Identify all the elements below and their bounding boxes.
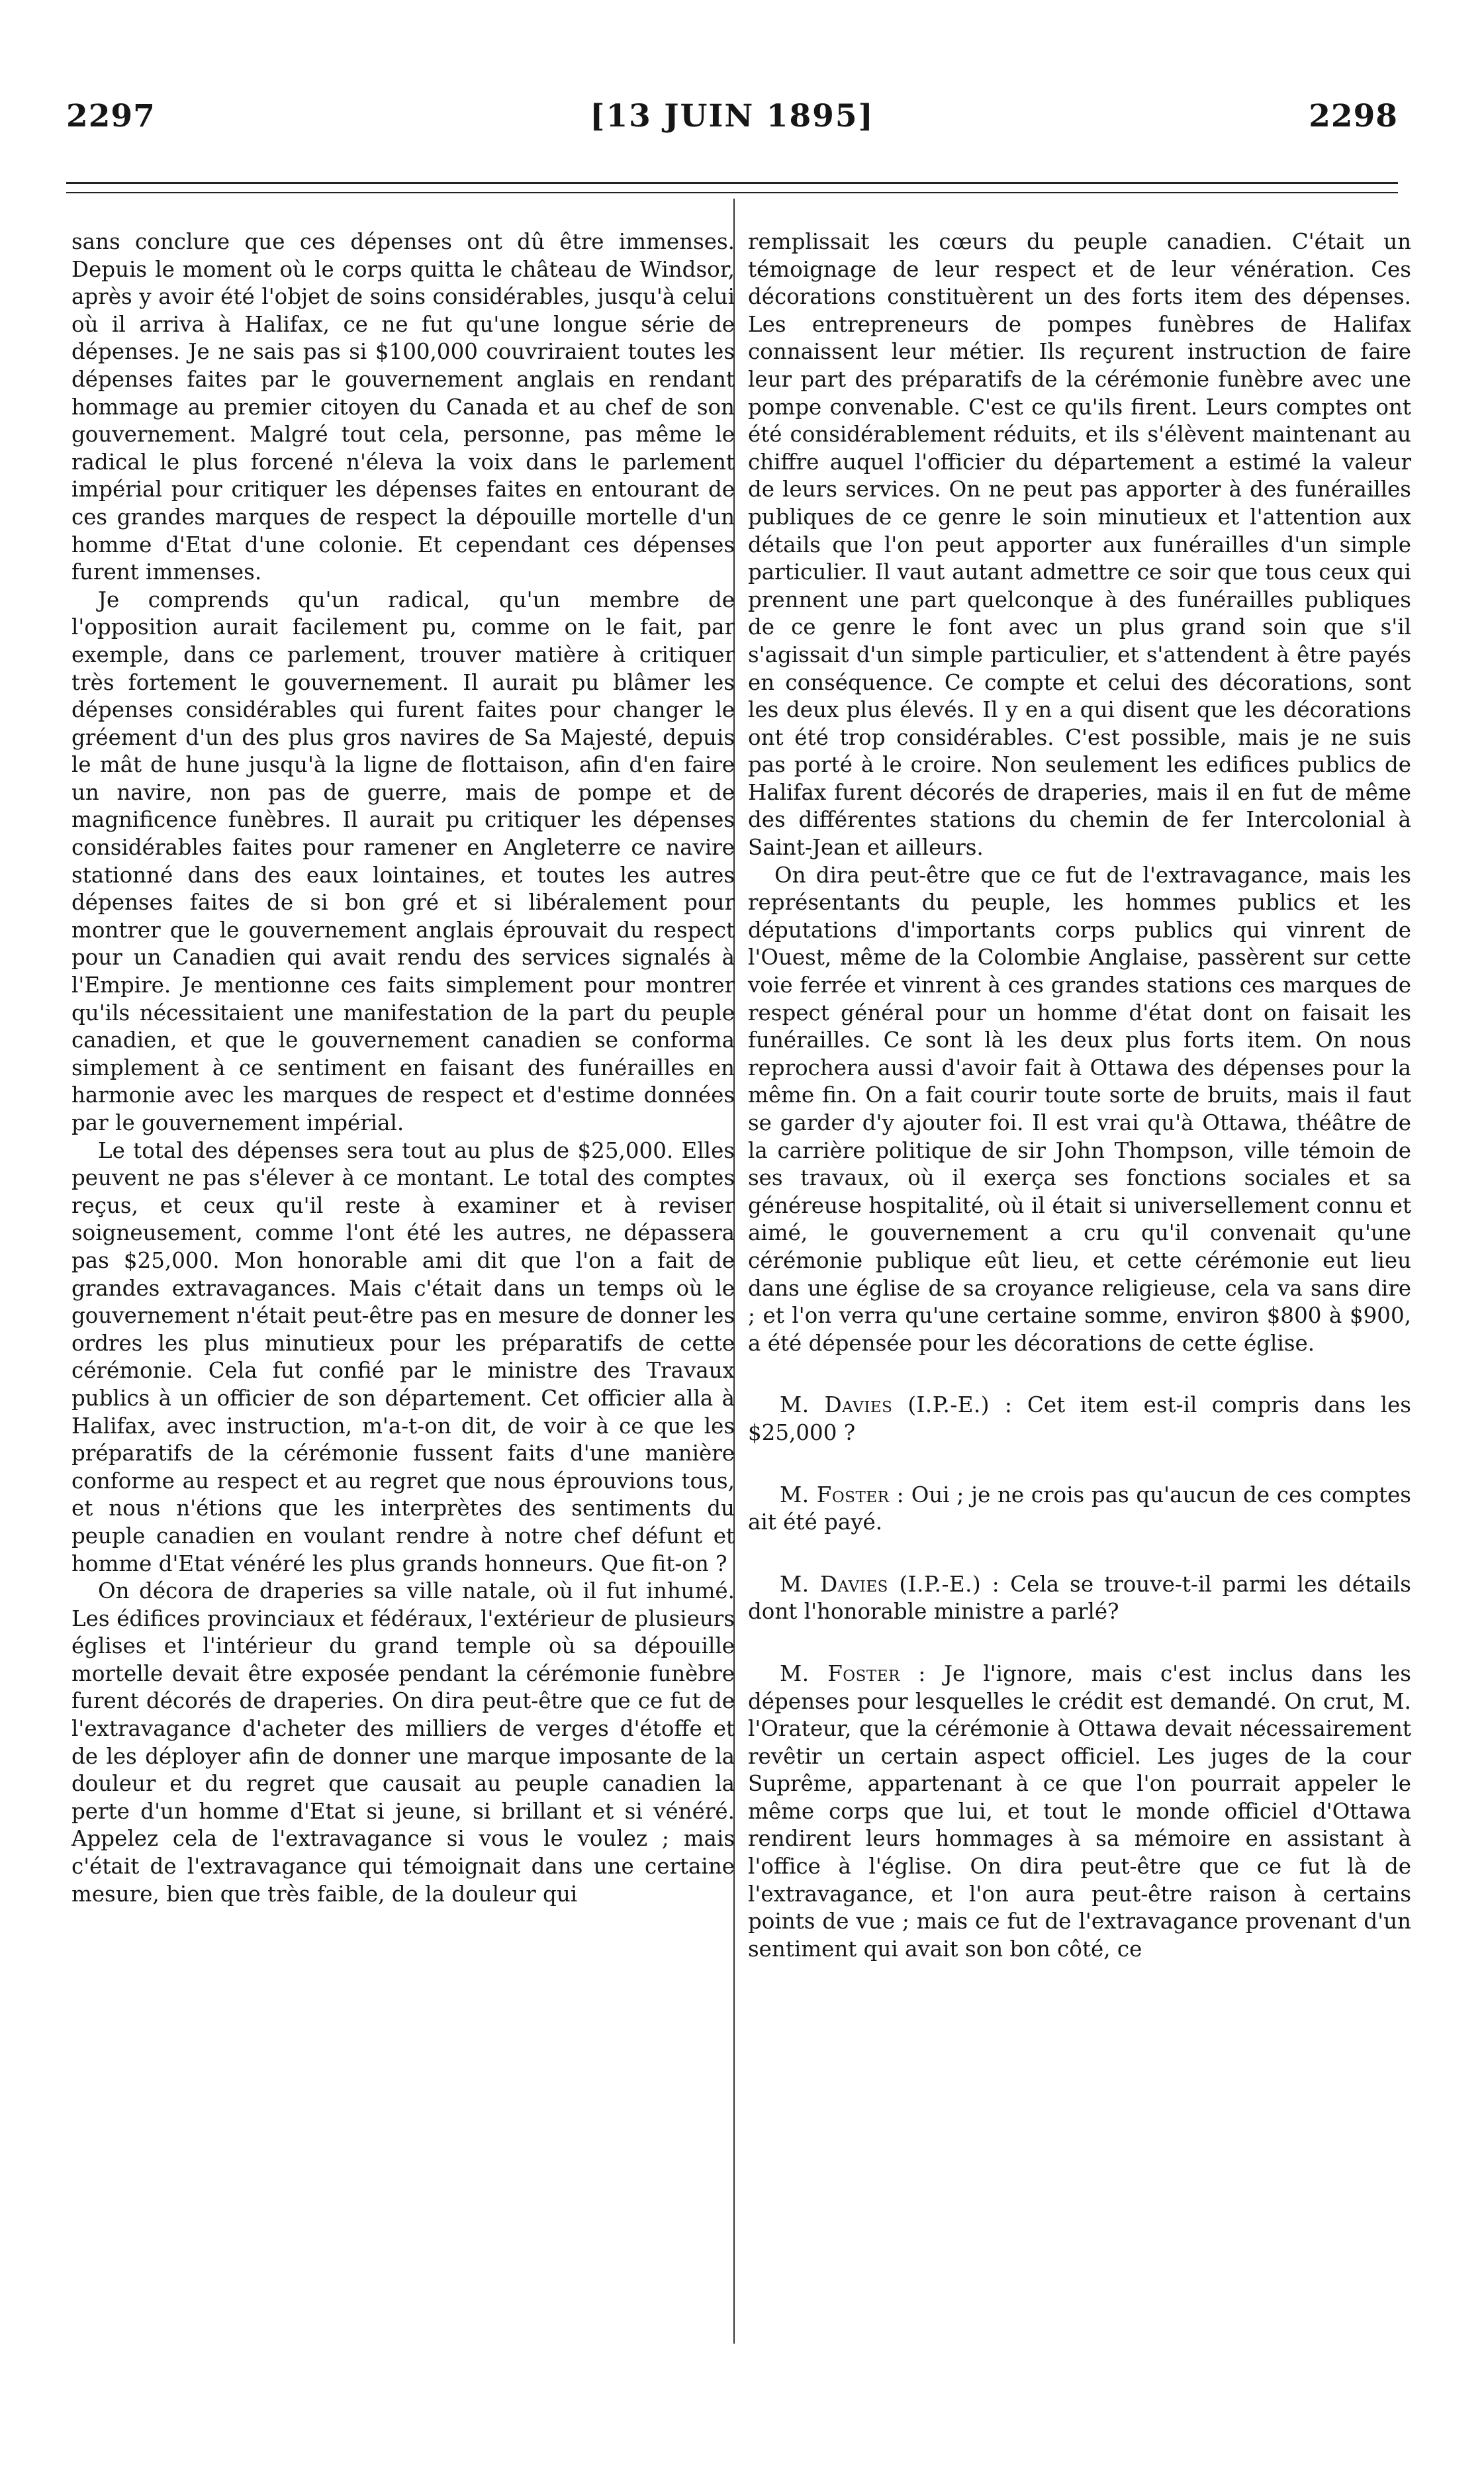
speech-text: Je l'ignore, mais c'est inclus dans les dépenses pour lesquelles le crédit est demandé. On crut, M. l'Orateur, que la cérémonie à Ottawa devait nécessairement revêtir un certain aspect officiel. Les juges de la cour Suprême, appartenant à ce que l'on pourrait appeler le même corps que lui, et tout le monde officiel d'Ottawa rendirent leurs hommages à sa mémoire en assistant à l'office à l'église. On dira peut-être que ce fut là de l'extravagance, et l'on aura peut-être raison à certains points de vue ; mais ce fut de l'extravagance provenant d'un sentiment qui avait son bon côté, ce bbox=[748, 1660, 1411, 1962]
speech-text: Cela se trouve-t-il parmi les détails dont l'honorable ministre a parlé? bbox=[748, 1571, 1411, 1625]
right-column bbox=[748, 228, 1411, 1963]
speech-text: Oui ; je ne crois pas qu'aucun de ces comptes ait été payé. bbox=[748, 1482, 1411, 1535]
speaker-name: M. Davies (I.P.-E.) : bbox=[780, 1392, 1013, 1418]
page-date: [13 JUIN 1895] bbox=[590, 98, 874, 134]
paragraph: Le total des dépenses sera tout au plus de $25,000. Elles peuvent ne pas s'élever à ce montant. Le total des comptes reçus, et ceux qu'il reste à examiner et à reviser soigneusement, comme l'ont été les autres, ne dépassera pas $25,000. Mon honorable ami dit que l'on a fait de grandes extravagances. Mais c'était dans un temps où le gouvernement n'était peut-être pas en mesure de donner les ordres les plus minutieux pour les préparatifs de cette cérémonie. Cela fut confié par le ministre des Travaux publics à un officier de son département. Cet officier alla à Halifax, avec instruction, m'a-t-on dit, de voir à ce que les préparatifs de la cérémonie fussent faits d'une manière conforme au respect et au regret que nous éprouvions tous, et nous n'étions que les interprètes des sentiments du peuple canadien en voulant rendre à notre chef défunt et homme d'Etat vénéré les plus grands honneurs. Que fit-on ? bbox=[71, 1137, 735, 1576]
page-header bbox=[66, 98, 1398, 144]
paragraph: remplissait les cœurs du peuple canadien. C'était un témoignage de leur respect et de leur vénération. Ces décorations constituèrent un des forts item des dépenses. Les entrepreneurs de pompes funèbres de Halifax connaissent leur métier. Ils reçurent instruction de faire leur part des préparatifs de la cérémonie funèbre avec une pompe convenable. C'est ce qu'ils firent. Leurs comptes ont été considérablement réduits, et ils s'élèvent maintenant au chiffre auquel l'officier du département a estimé la valeur de leurs services. On ne peut pas apporter à des funérailles publiques de ce genre le soin minutieux et l'attention aux détails que l'on peut apporter aux funérailles d'un simple particulier. Il vaut autant admettre ce soir que tous ceux qui prennent une part quelconque à des funérailles publiques de ce genre le font avec un plus grand soin que s'il s'agissait d'un simple particulier, et s'attendent à être payés en conséquence. Ce compte et celui des décorations, sont les deux plus élevés. Il y en a qui disent que les décorations ont été trop considérables. C'est possible, mais je ne suis pas porté à le croire. Non seulement les edifices publics de Halifax furent décorés de draperies, mais il en fut de même des différentes stations du chemin de fer Intercolonial à Saint-Jean et ailleurs. bbox=[748, 229, 1411, 861]
page-number-left: 2297 bbox=[66, 98, 156, 134]
speech-foster bbox=[748, 1482, 1411, 1537]
speech-text: Cet item est-il compris dans les $25,000 ? bbox=[748, 1392, 1411, 1445]
speaker-name: M. Davies (I.P.-E.) : bbox=[780, 1571, 1000, 1597]
paragraph: On décora de draperies sa ville natale, où il fut inhumé. Les édifices provinciaux et fédéraux, l'extérieur de plusieurs églises et l'intérieur du grand temple où sa dépouille mortelle devait être exposée pendant la cérémonie funèbre furent décorés de draperies. On dira peut-être que ce fut de l'extravagance d'acheter des milliers de verges d'étoffe et de les déployer afin de donner une marque imposante de la douleur et du regret que causait au peuple canadien la perte d'un homme d'Etat si jeune, si brillant et si vénéré. Appelez cela de l'extravagance si vous le voulez ; mais c'était de l'extravagance qui témoignait dans une certaine mesure, bien que très faible, de la douleur qui bbox=[71, 1578, 735, 1907]
paragraph: Je comprends qu'un radical, qu'un membre de l'opposition aurait facilement pu, comme on le fait, par exemple, dans ce parlement, trouver matière à critiquer très fortement le gouvernement. Il aurait pu blâmer les dépenses considérables qui furent faites pour changer le gréement d'un des plus gros navires de Sa Majesté, depuis le mât de hune jusqu'à la ligne de flottaison, afin d'en faire un navire, non pas de guerre, mais de pompe et de magnificence funèbres. Il aurait pu critiquer les dépenses considérables faites pour ramener en Angleterre ce navire stationné dans des eaux lointaines, et toutes les autres dépenses faites de si bon gré et si libéralement pour montrer que le gouvernement anglais éprouvait du respect pour un Canadien qui avait rendu des services signalés à l'Empire. Je mentionne ces faits simplement pour montrer qu'ils nécessitaient une manifestation de la part du peuple canadien, et que le gouvernement canadien se conforma simplement à ce sentiment en faisant des funérailles en harmonie avec les marques de respect et d'estime données par le gouvernement impérial. bbox=[71, 587, 735, 1135]
page-number-right: 2298 bbox=[1309, 98, 1398, 134]
speaker-name: M. Foster : bbox=[780, 1482, 905, 1507]
header-rule-top bbox=[66, 182, 1398, 184]
speaker-name: M. Foster : bbox=[780, 1660, 926, 1686]
speech-davies bbox=[748, 1392, 1411, 1447]
left-column bbox=[71, 228, 735, 1908]
paragraph: On dira peut-être que ce fut de l'extravagance, mais les représentants du peuple, les hommes publics et les députations d'importants corps publics qui vinrent de l'Ouest, même de la Colombie Anglaise, passèrent sur cette voie ferrée et vinrent à ces grandes stations ces marques de respect général pour un homme d'état dont on faisait les funérailles. Ce sont là les deux plus forts item. On nous reprochera aussi d'avoir fait à Ottawa des dépenses pour la même fin. On a fait courir toute sorte de bruits, mais il faut se garder d'y ajouter foi. Il est vrai qu'à Ottawa, théâtre de la carrière politique de sir John Thompson, ville témoin de ses travaux, où il exerça ses fonctions sociales et sa généreuse hospitalité, où il était si universellement connu et aimé, le gouvernement a cru qu'il convenait qu'une cérémonie publique eût lieu, et cette cérémonie eut lieu dans une église de sa croyance religieuse, cela va sans dire ; et l'on verra qu'une certaine somme, environ $800 à $900, a été dépensée pour les décorations de cette église. bbox=[748, 862, 1411, 1356]
speech-foster bbox=[748, 1660, 1411, 1964]
header-rule-bottom bbox=[66, 192, 1398, 193]
paragraph: sans conclure que ces dépenses ont dû être immenses. Depuis le moment où le corps quitta le château de Windsor, après y avoir été l'objet de soins considérables, jusqu'à celui où il arriva à Halifax, ce ne fut qu'une longue série de dépenses. Je ne sais pas si $100,000 couvriraient toutes les dépenses faites par le gouvernement anglais en rendant hommage au premier citoyen du Canada et au chef de son gouvernement. Malgré tout cela, personne, pas même le radical le plus forcené n'éleva la voix dans le parlement impérial pour critiquer les dépenses faites en entourant de ces grandes marques de respect la dépouille mortelle d'un homme d'Etat d'une colonie. Et cependant ces dépenses furent immenses. bbox=[71, 229, 735, 585]
speech-davies bbox=[748, 1571, 1411, 1626]
